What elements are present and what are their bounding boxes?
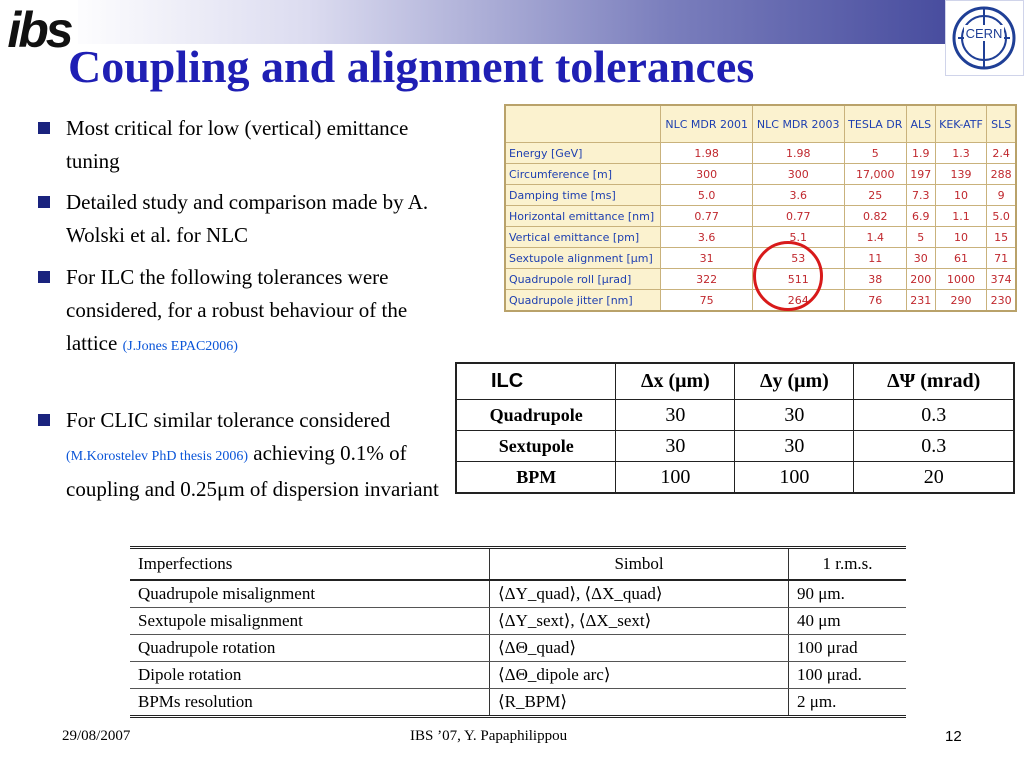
row-label: Vertical emittance [pm] bbox=[505, 227, 661, 248]
table-cell: 9 bbox=[987, 185, 1016, 206]
table-cell: 0.77 bbox=[752, 206, 844, 227]
table-row bbox=[456, 431, 1014, 462]
cern-logo-text: CERN bbox=[965, 26, 1003, 41]
table-cell: 230 bbox=[987, 290, 1016, 312]
table-header-row bbox=[456, 363, 1014, 400]
column-header: KEK-ATF bbox=[935, 105, 987, 143]
imperfection-name: BPMs resolution bbox=[130, 689, 490, 717]
imperfection-name: Quadrupole misalignment bbox=[130, 580, 490, 608]
column-header: NLC MDR 2003 bbox=[752, 105, 844, 143]
row-label: Energy [GeV] bbox=[505, 143, 661, 164]
table-corner bbox=[505, 105, 661, 143]
column-header: TESLA DR bbox=[844, 105, 906, 143]
table-corner-label: ILC bbox=[456, 363, 616, 400]
table-cell: 1.3 bbox=[935, 143, 987, 164]
table-row bbox=[130, 689, 906, 717]
cern-logo bbox=[945, 0, 1024, 76]
table-cell: 15 bbox=[987, 227, 1016, 248]
table-cell: 1.1 bbox=[935, 206, 987, 227]
table-cell: 197 bbox=[907, 164, 936, 185]
bullet-square-icon bbox=[38, 414, 50, 426]
table-row bbox=[505, 185, 1016, 206]
table-cell: 10 bbox=[935, 185, 987, 206]
table-row bbox=[456, 400, 1014, 431]
table-cell: 5.1 bbox=[752, 227, 844, 248]
table-row bbox=[505, 164, 1016, 185]
bullet-square-icon bbox=[38, 196, 50, 208]
imperfections-table bbox=[130, 546, 906, 718]
table-cell: 20 bbox=[854, 462, 1014, 494]
bullet-item-4 bbox=[38, 404, 446, 506]
table-row bbox=[505, 227, 1016, 248]
footer-author: IBS ’07, Y. Papaphilippou bbox=[410, 728, 568, 744]
table-cell: 290 bbox=[935, 290, 987, 312]
table-header-row bbox=[130, 548, 906, 581]
table-cell: 322 bbox=[661, 269, 753, 290]
table-row bbox=[505, 206, 1016, 227]
table-cell: 0.3 bbox=[854, 400, 1014, 431]
table-cell: 264 bbox=[752, 290, 844, 312]
ibs-logo: ibs bbox=[0, 0, 78, 60]
table-cell: 100 bbox=[616, 462, 735, 494]
bullet-text-block bbox=[66, 404, 446, 506]
column-header: Simbol bbox=[490, 548, 789, 581]
imperfection-symbol: ⟨R_BPM⟩ bbox=[490, 689, 789, 717]
table-cell: 6.9 bbox=[907, 206, 936, 227]
table-row bbox=[456, 462, 1014, 494]
bullet-item-3 bbox=[38, 261, 446, 363]
table-cell: 30 bbox=[735, 400, 854, 431]
table-cell: 200 bbox=[907, 269, 936, 290]
page-number: 12 bbox=[945, 728, 962, 745]
row-label: Sextupole bbox=[456, 431, 616, 462]
slide-title: Coupling and alignment tolerances bbox=[68, 41, 755, 92]
table-cell: 30 bbox=[616, 400, 735, 431]
column-header: 1 r.m.s. bbox=[789, 548, 907, 581]
table-cell: 11 bbox=[844, 248, 906, 269]
table-cell: 5.0 bbox=[661, 185, 753, 206]
table-cell: 10 bbox=[935, 227, 987, 248]
row-label: Sextupole alignment [μm] bbox=[505, 248, 661, 269]
table-cell: 5.0 bbox=[987, 206, 1016, 227]
table-cell: 0.82 bbox=[844, 206, 906, 227]
column-header: ALS bbox=[907, 105, 936, 143]
table-cell: 17,000 bbox=[844, 164, 906, 185]
table-cell: 100 bbox=[735, 462, 854, 494]
bullet-text: Most critical for low (vertical) emittance tuning bbox=[66, 116, 409, 173]
column-header: ΔΨ (mrad) bbox=[854, 363, 1014, 400]
table-cell: 288 bbox=[987, 164, 1016, 185]
row-label: Damping time [ms] bbox=[505, 185, 661, 206]
table-cell: 1.4 bbox=[844, 227, 906, 248]
imperfection-name: Quadrupole rotation bbox=[130, 635, 490, 662]
table-row bbox=[130, 608, 906, 635]
table-cell: 5 bbox=[907, 227, 936, 248]
table-row bbox=[130, 580, 906, 608]
table-cell: 61 bbox=[935, 248, 987, 269]
table-cell: 38 bbox=[844, 269, 906, 290]
imperfection-rms: 90 μm. bbox=[789, 580, 907, 608]
citation-link: (M.Korostelev PhD thesis 2006) bbox=[66, 449, 248, 464]
table-cell: 3.6 bbox=[661, 227, 753, 248]
imperfection-name: Sextupole misalignment bbox=[130, 608, 490, 635]
table-cell: 231 bbox=[907, 290, 936, 312]
column-header: Imperfections bbox=[130, 548, 490, 581]
table-cell: 1.98 bbox=[661, 143, 753, 164]
footer-date: 29/08/2007 bbox=[62, 728, 131, 744]
row-label: Quadrupole roll [μrad] bbox=[505, 269, 661, 290]
table-cell: 0.77 bbox=[661, 206, 753, 227]
table-cell: 31 bbox=[661, 248, 753, 269]
imperfection-rms: 2 μm. bbox=[789, 689, 907, 717]
table-cell: 0.3 bbox=[854, 431, 1014, 462]
table-cell: 5 bbox=[844, 143, 906, 164]
row-label: Circumference [m] bbox=[505, 164, 661, 185]
imperfection-symbol: ⟨ΔY_quad⟩, ⟨ΔX_quad⟩ bbox=[490, 580, 789, 608]
imperfection-rms: 40 μm bbox=[789, 608, 907, 635]
cern-logo-graphic bbox=[946, 1, 1023, 75]
table-cell: 25 bbox=[844, 185, 906, 206]
bullet-item-1 bbox=[38, 112, 446, 178]
table-header-row bbox=[505, 105, 1016, 143]
table-cell: 75 bbox=[661, 290, 753, 312]
bullet-text: For ILC the following tolerances were considered, for a robust behaviour of the lattice bbox=[66, 265, 408, 355]
column-header: Δx (μm) bbox=[616, 363, 735, 400]
row-label: Quadrupole jitter [nm] bbox=[505, 290, 661, 312]
bullet-text-block bbox=[66, 261, 446, 363]
table-cell: 139 bbox=[935, 164, 987, 185]
ilc-tolerance-table bbox=[455, 362, 1015, 494]
highlight-circle bbox=[753, 241, 823, 311]
bullet-item-2 bbox=[38, 186, 446, 252]
table-cell: 1.9 bbox=[907, 143, 936, 164]
imperfection-symbol: ⟨ΔΘ_dipole arc⟩ bbox=[490, 662, 789, 689]
table-cell: 71 bbox=[987, 248, 1016, 269]
table-cell: 374 bbox=[987, 269, 1016, 290]
bullet-text-tail: achieving 0.1% of coupling and 0.25μm of dispersion invariant bbox=[66, 441, 439, 501]
citation-link: (J.Jones EPAC2006) bbox=[122, 339, 238, 354]
row-label: Horizontal emittance [nm] bbox=[505, 206, 661, 227]
column-header: NLC MDR 2001 bbox=[661, 105, 753, 143]
column-header: SLS bbox=[987, 105, 1016, 143]
table-cell: 2.4 bbox=[987, 143, 1016, 164]
header-gradient-bar bbox=[0, 0, 1024, 44]
imperfection-rms: 100 μrad. bbox=[789, 662, 907, 689]
table-cell: 1000 bbox=[935, 269, 987, 290]
imperfection-symbol: ⟨ΔY_sext⟩, ⟨ΔX_sext⟩ bbox=[490, 608, 789, 635]
table-cell: 30 bbox=[907, 248, 936, 269]
table-cell: 511 bbox=[752, 269, 844, 290]
table-cell: 300 bbox=[752, 164, 844, 185]
table-cell: 30 bbox=[735, 431, 854, 462]
imperfection-name: Dipole rotation bbox=[130, 662, 490, 689]
column-header: Δy (μm) bbox=[735, 363, 854, 400]
table-cell: 30 bbox=[616, 431, 735, 462]
bullet-text: For CLIC similar tolerance considered bbox=[66, 408, 391, 432]
bullet-text: Detailed study and comparison made by A. Wolski et al. for NLC bbox=[66, 190, 429, 247]
row-label: BPM bbox=[456, 462, 616, 494]
table-row bbox=[505, 143, 1016, 164]
imperfection-rms: 100 μrad bbox=[789, 635, 907, 662]
table-cell: 1.98 bbox=[752, 143, 844, 164]
row-label: Quadrupole bbox=[456, 400, 616, 431]
bullet-square-icon bbox=[38, 122, 50, 134]
table-cell: 76 bbox=[844, 290, 906, 312]
bullet-square-icon bbox=[38, 271, 50, 283]
table-row bbox=[130, 662, 906, 689]
table-cell: 300 bbox=[661, 164, 753, 185]
table-cell: 53 bbox=[752, 248, 844, 269]
imperfection-symbol: ⟨ΔΘ_quad⟩ bbox=[490, 635, 789, 662]
table-cell: 3.6 bbox=[752, 185, 844, 206]
table-cell: 7.3 bbox=[907, 185, 936, 206]
table-row bbox=[130, 635, 906, 662]
